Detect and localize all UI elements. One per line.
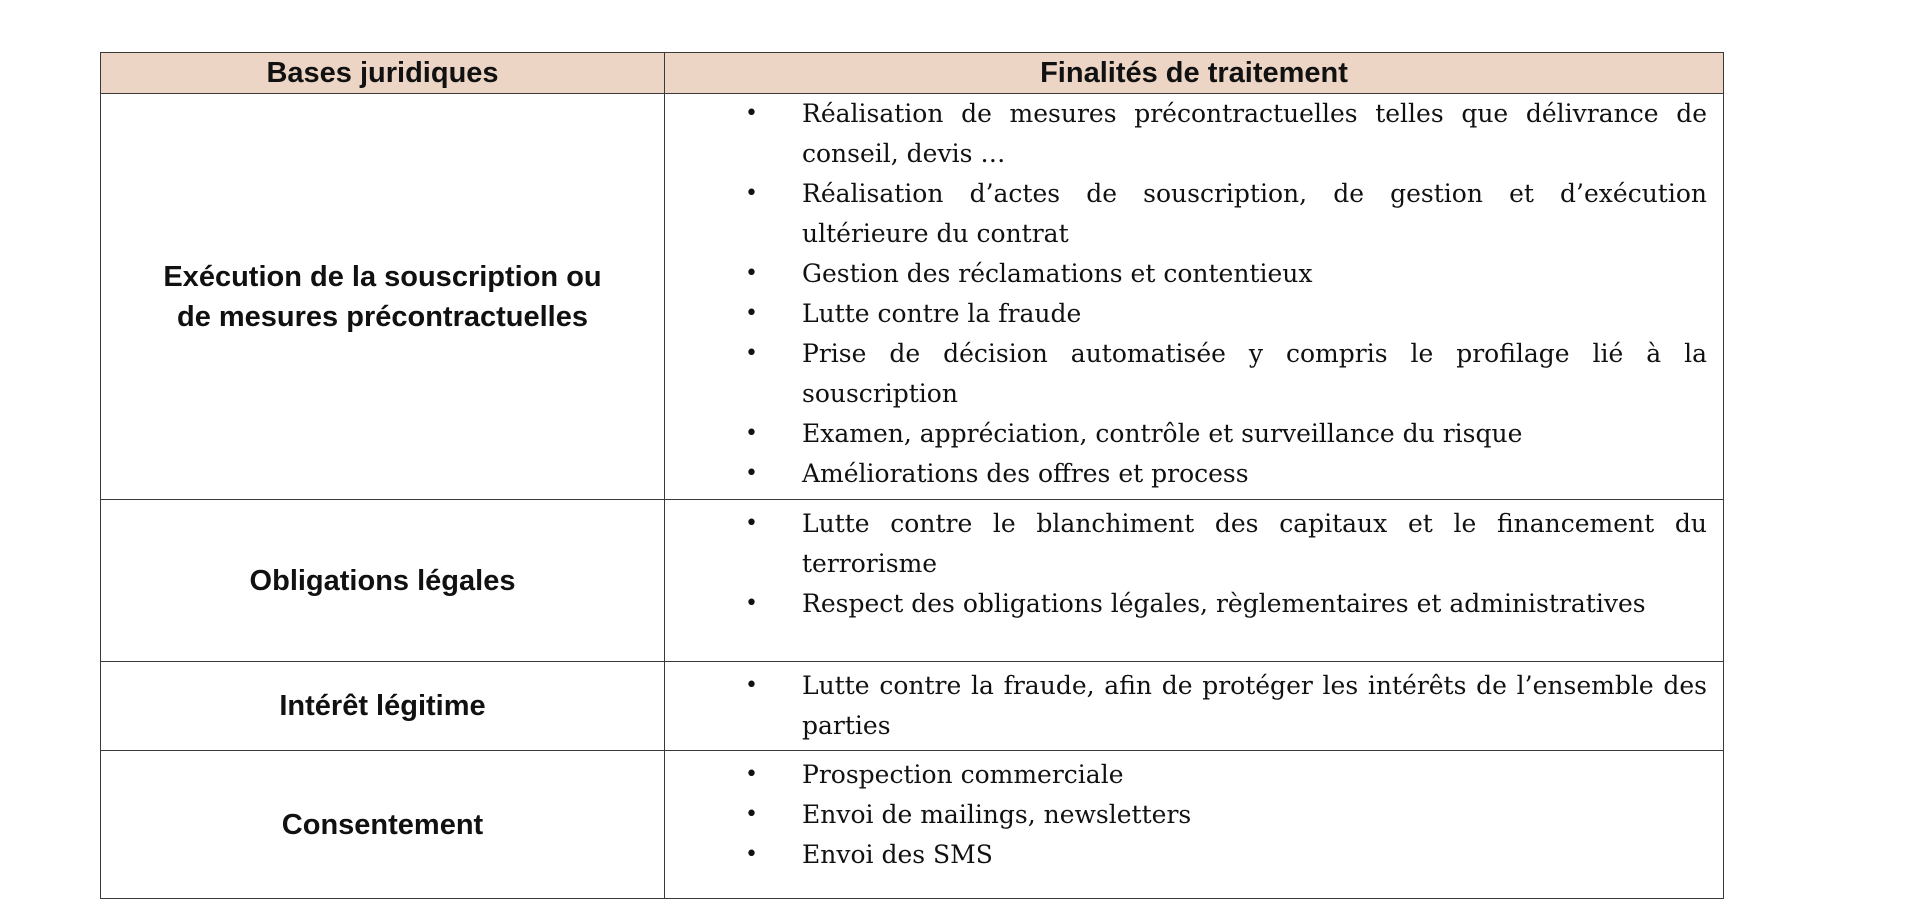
list-item — [665, 174, 1707, 254]
purposes-list — [665, 94, 1723, 494]
purpose-text: Examen, appréciation, contrôle et surveillance du risque — [802, 419, 1523, 448]
bullet-icon: • — [745, 591, 758, 616]
purpose-text: Lutte contre la fraude, afin de protéger les intérêts de l’ensemble des parties — [802, 671, 1707, 740]
bullet-icon: • — [745, 673, 758, 698]
list-item — [665, 294, 1707, 334]
table-row — [101, 662, 1724, 751]
legal-basis-line: Exécution de la souscription ou — [163, 260, 602, 293]
legal-basis-cell — [101, 751, 665, 899]
bullet-icon: • — [745, 511, 758, 536]
bullet-icon: • — [745, 301, 758, 326]
purpose-text: Gestion des réclamations et contentieux — [802, 259, 1313, 288]
header-legal-basis: Bases juridiques — [101, 53, 665, 94]
purposes-list — [665, 500, 1723, 628]
purpose-text: Respect des obligations légales, règlementaires et administratives — [802, 589, 1646, 618]
list-item — [665, 584, 1707, 624]
purpose-text: Lutte contre le blanchiment des capitaux et le financement du terrorisme — [802, 509, 1707, 578]
bullet-icon: • — [745, 461, 758, 486]
purpose-text: Prise de décision automatisée y compris le profilage lié à la souscription — [802, 339, 1707, 408]
legal-basis-cell — [101, 94, 665, 500]
bullet-icon: • — [745, 421, 758, 446]
purpose-text: Réalisation de mesures précontractuelles telles que délivrance de conseil, devis … — [802, 99, 1707, 168]
legal-basis-label: Intérêt légitime — [279, 690, 486, 722]
list-item — [665, 414, 1707, 454]
table-row — [101, 94, 1724, 500]
list-item — [665, 334, 1707, 414]
purposes-cell — [665, 94, 1724, 500]
purposes-list — [665, 662, 1723, 750]
legal-basis-line: de mesures précontractuelles — [176, 300, 588, 333]
list-item — [665, 755, 1707, 795]
legal-basis-label: Consentement — [281, 808, 484, 841]
bullet-icon: • — [745, 261, 758, 286]
table-row — [101, 751, 1724, 899]
purpose-text: Améliorations des offres et process — [802, 459, 1249, 488]
purpose-text: Envoi des SMS — [802, 840, 993, 869]
list-item — [665, 795, 1707, 835]
purposes-cell — [665, 751, 1724, 899]
purpose-text: Lutte contre la fraude — [802, 299, 1082, 328]
legal-basis-cell — [101, 500, 665, 662]
table-header-row — [101, 53, 1724, 94]
bullet-icon: • — [745, 341, 758, 366]
purpose-text: Envoi de mailings, newsletters — [802, 800, 1192, 829]
list-item — [665, 666, 1707, 746]
list-item — [665, 454, 1707, 494]
purpose-text: Réalisation d’actes de souscription, de gestion et d’exécution ultérieure du contrat — [802, 179, 1707, 248]
list-item — [665, 254, 1707, 294]
header-processing-purposes: Finalités de traitement — [665, 53, 1724, 94]
legal-basis-label: Obligations légales — [249, 564, 516, 597]
bullet-icon: • — [745, 842, 758, 867]
list-item — [665, 94, 1707, 174]
legal-basis-cell — [101, 662, 665, 751]
list-item — [665, 835, 1707, 875]
bullet-icon: • — [745, 802, 758, 827]
purposes-cell — [665, 500, 1724, 662]
purposes-list — [665, 751, 1723, 879]
bullet-icon: • — [745, 181, 758, 206]
legal-basis-table — [100, 52, 1724, 899]
table-row — [101, 500, 1724, 662]
purposes-cell — [665, 662, 1724, 751]
bullet-icon: • — [745, 762, 758, 787]
bullet-icon: • — [745, 101, 758, 126]
list-item — [665, 504, 1707, 584]
legal-basis-label — [101, 257, 664, 337]
purpose-text: Prospection commerciale — [802, 760, 1124, 789]
